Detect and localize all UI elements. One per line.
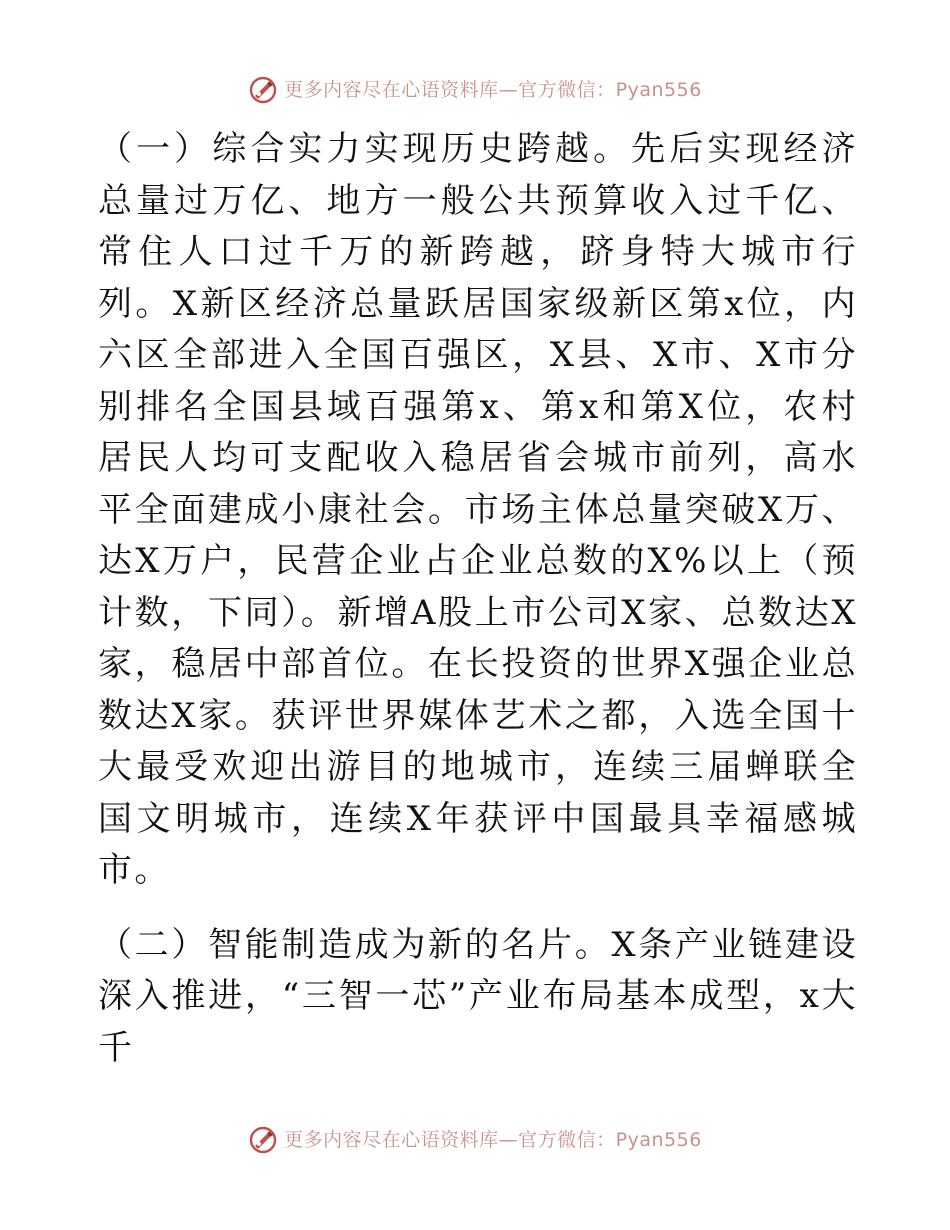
paragraph-1: （一）综合实力实现历史跨越。先后实现经济总量过万亿、地方一般公共预算收入过千亿、常住人口过千万的新跨越，跻身特大城市行列。X新区经济总量跃居国家级新区第x位，内六区全部进入全国百强区，X县、X市、X市分别排名全国县域百强第x、第x和第X位，农村居民人均可支配收入稳居省会城市前列，高水平全面建成小康社会。市场主体总量突破X万、达X万户，民营企业占企业总数的X%以上（预计数，下同）。新增A股上市公司X家、总数达X家，稳居中部首位。在长投资的世界X强企业总数达X家。获评世界媒体艺术之都，入选全国十大最受欢迎出游目的地城市，连续三届蝉联全国文明城市，连续X年获评中国最具幸福感城市。 [98, 129, 858, 890]
watermark-text: 更多内容尽在心语资料库—官方微信：Pyan556 [284, 1129, 702, 1151]
pen-seal-logo-icon [248, 75, 278, 105]
paragraph-2: （二）智能制造成为新的名片。X条产业链建设深入推进，“三智一芯”产业布局基本成型，x大千 [98, 924, 858, 1068]
watermark-footer [0, 1120, 950, 1160]
pen-seal-logo-icon [248, 1125, 278, 1155]
watermark-header [0, 70, 950, 110]
document-body [98, 124, 858, 1074]
watermark-text: 更多内容尽在心语资料库—官方微信：Pyan556 [284, 79, 702, 101]
